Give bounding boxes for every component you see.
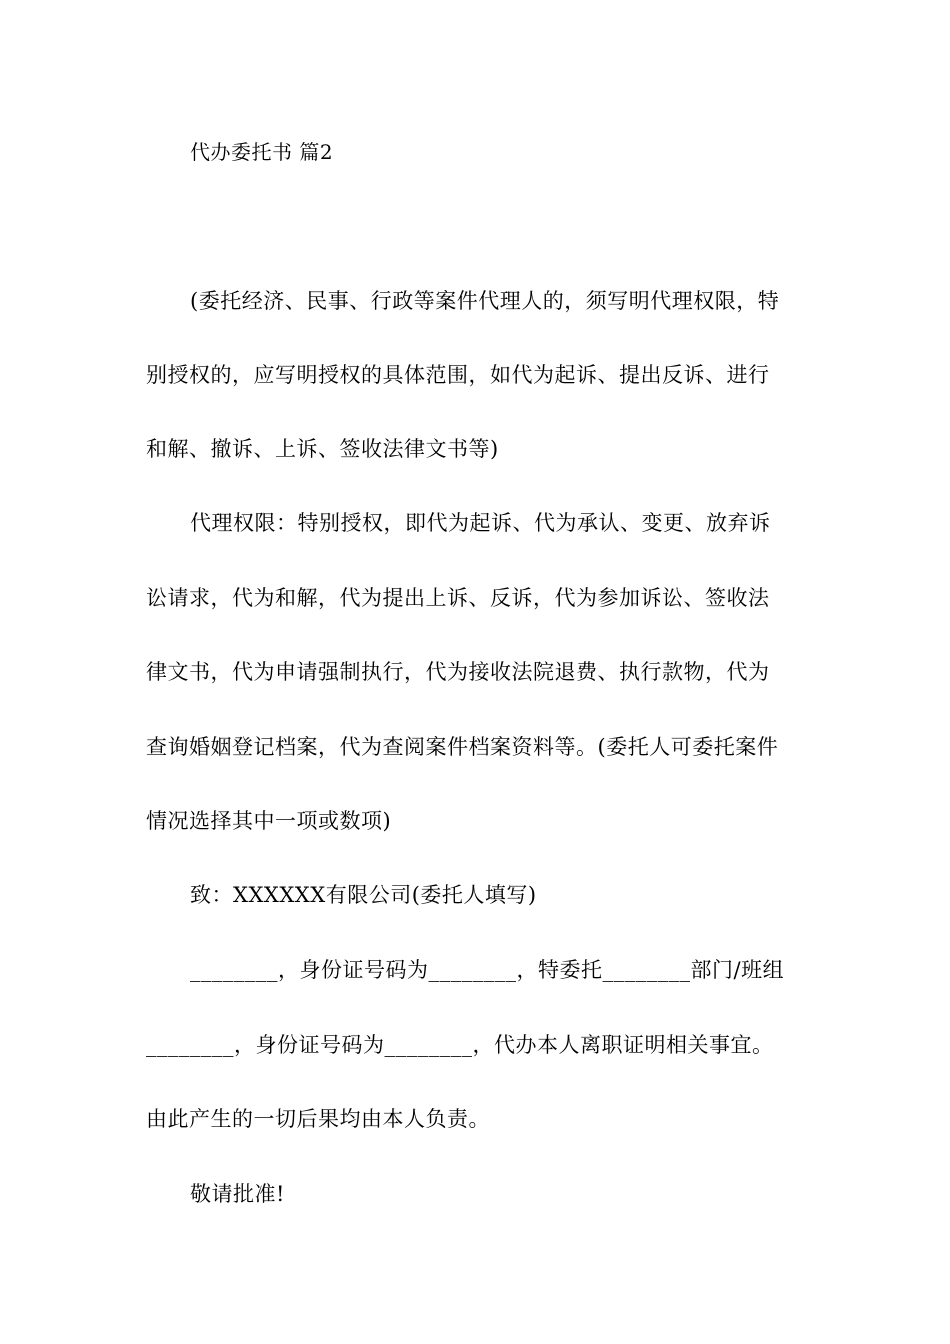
closing-line: 敬请批准! xyxy=(190,1182,285,1206)
authority-line-3: 律文书，代为申请强制执行，代为接收法院退费、执行款物，代为 xyxy=(146,660,770,684)
note-line-1: (委托经济、民事、行政等案件代理人的，须写明代理权限，特 xyxy=(190,289,780,313)
note-line-3: 和解、撤诉、上诉、签收法律文书等) xyxy=(146,437,499,461)
authority-line-4: 查询婚姻登记档案，代为查阅案件档案资料等。(委托人可委托案件 xyxy=(146,735,779,759)
body-line-3: 由此产生的一切后果均由本人负责。 xyxy=(146,1107,490,1131)
note-line-2: 别授权的，应写明授权的具体范围，如代为起诉、提出反诉、进行 xyxy=(146,363,770,387)
body-line-1: ________，身份证号码为________，特委托________部门/班组 xyxy=(190,958,785,982)
document-title: 代办委托书 篇2 xyxy=(190,140,334,164)
authority-line-2: 讼请求，代为和解，代为提出上诉、反诉，代为参加诉讼、签收法 xyxy=(146,586,770,610)
body-line-2: ________，身份证号码为________，代办本人离职证明相关事宜。 xyxy=(146,1033,774,1057)
authority-line-1: 代理权限：特别授权，即代为起诉、代为承认、变更、放弃诉 xyxy=(190,511,771,535)
addressee-line: 致：XXXXXX有限公司(委托人填写) xyxy=(190,883,537,907)
authority-line-5: 情况选择其中一项或数项) xyxy=(146,809,392,833)
